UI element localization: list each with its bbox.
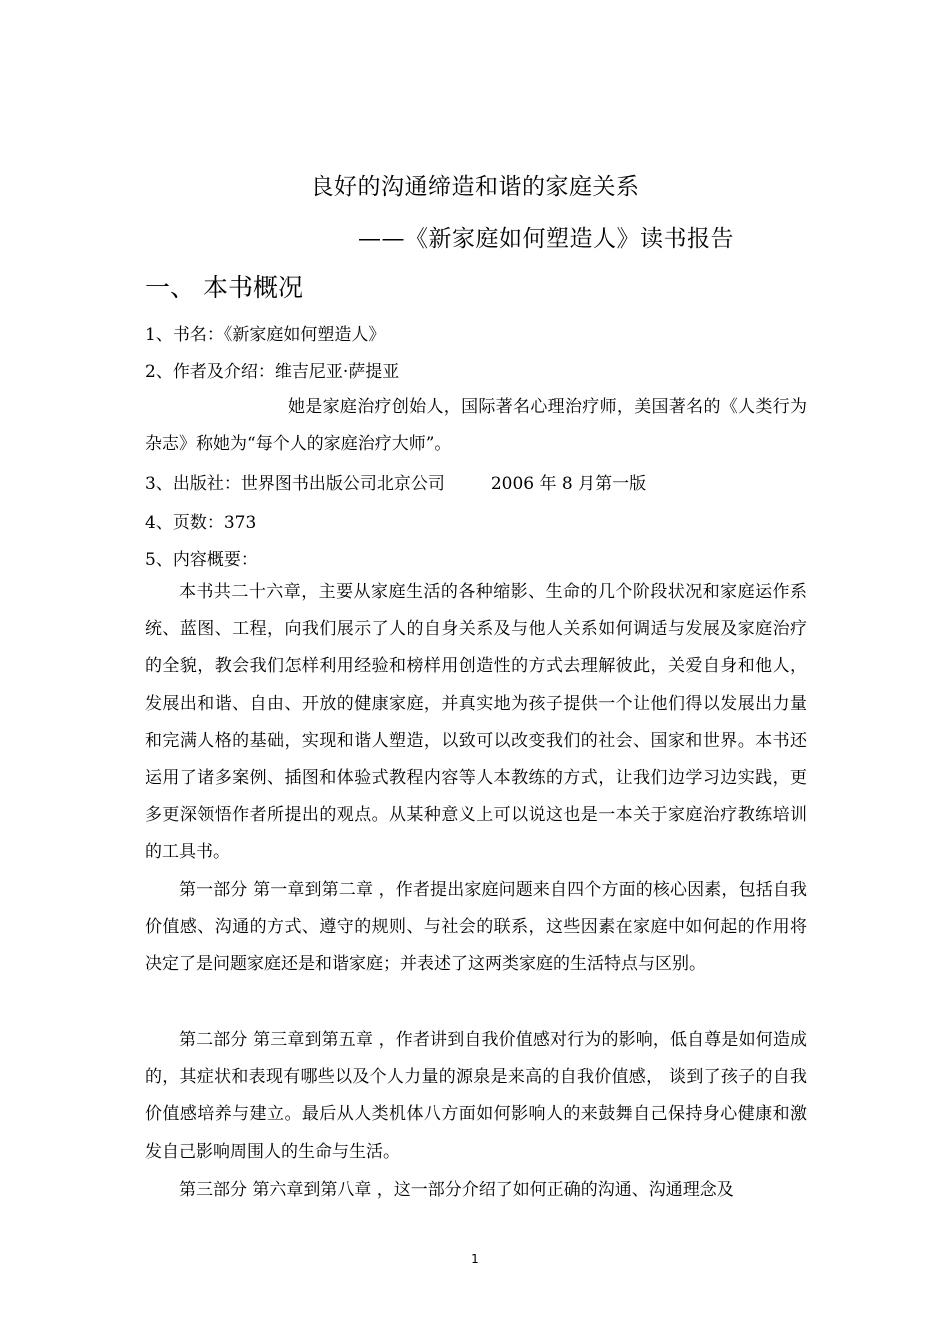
author-item: 2、作者及介绍：维吉尼亚·萨提亚 bbox=[145, 362, 400, 382]
document-title: 良好的沟通缔造和谐的家庭关系 bbox=[310, 174, 640, 200]
section-heading: 一、 本书概况 bbox=[145, 273, 303, 302]
summary-item: 5、内容概要： bbox=[145, 550, 258, 570]
summary-paragraph-4: 第三部分 第六章到第八章 ，这一部分介绍了如何正确的沟通、沟通理念及 bbox=[179, 1180, 734, 1200]
summary-paragraph-1: 本书共二十六章，主要从家庭生活的各种缩影、生命的几个阶段状况和家庭运作系统、蓝图、工程，向我们展示了人的自身关系及与他人关系如何调适与发展及家庭治疗的全貌，教会我们怎样利用经验和榜样用创造性的方式去理解彼此，关爱自身和他人，发展出和谐、自由、开放的健康家庭，并真实地为孩子提供一个让他们得以发展出力量和完满人格的基础，实现和谐人塑造，以致可以改变我们的社会、国家和世界。本书还运用了诸多案例、插图和体验式教程内容等人本教练的方式，让我们边学习边实践，更多更深领悟作者所提出的观点。从某种意义上可以说这也是一本关于家庭治疗教练培训的工具书。 bbox=[145, 582, 807, 863]
document-subtitle: ——《新家庭如何塑造人》读书报告 bbox=[358, 226, 734, 252]
publisher-item bbox=[145, 469, 646, 494]
summary-paragraph-2: 第一部分 第一章到第二章 ，作者提出家庭问题来自四个方面的核心因素，包括自我价值感、沟通的方式、遵守的规则、与社会的联系，这些因素在家庭中如何起的作用将决定了是问题家庭还是和谐家庭；并表述了这两类家庭的生活特点与区别。 bbox=[145, 880, 807, 975]
book-title-item: 1、书名：《新家庭如何塑造人》 bbox=[145, 325, 386, 345]
summary-paragraph-3: 第二部分 第三章到第五章 ，作者讲到自我价值感对行为的影响，低自尊是如何造成的，其症状和表现有哪些以及个人力量的源泉是来高的自我价值感， 谈到了孩子的自我价值感培养与建立。最后从人类机体八方面如何影响人的来鼓舞自己保持身心健康和激发自己影响周围人的生命与生活。 bbox=[145, 1030, 807, 1162]
author-intro-paragraph bbox=[145, 389, 807, 463]
author-intro-text: 她是家庭治疗创始人，国际著名心理治疗师，美国著名的《人类行为杂志》称她为“每个人的家庭治疗大师”。 bbox=[145, 397, 807, 455]
edition-text: 2006 年 8 月第一版 bbox=[490, 474, 647, 494]
publisher-text: 3、出版社：世界图书出版公司北京公司 bbox=[145, 474, 445, 494]
page-number: 1 bbox=[471, 1252, 479, 1266]
pages-item: 4、页数：373 bbox=[145, 513, 257, 533]
